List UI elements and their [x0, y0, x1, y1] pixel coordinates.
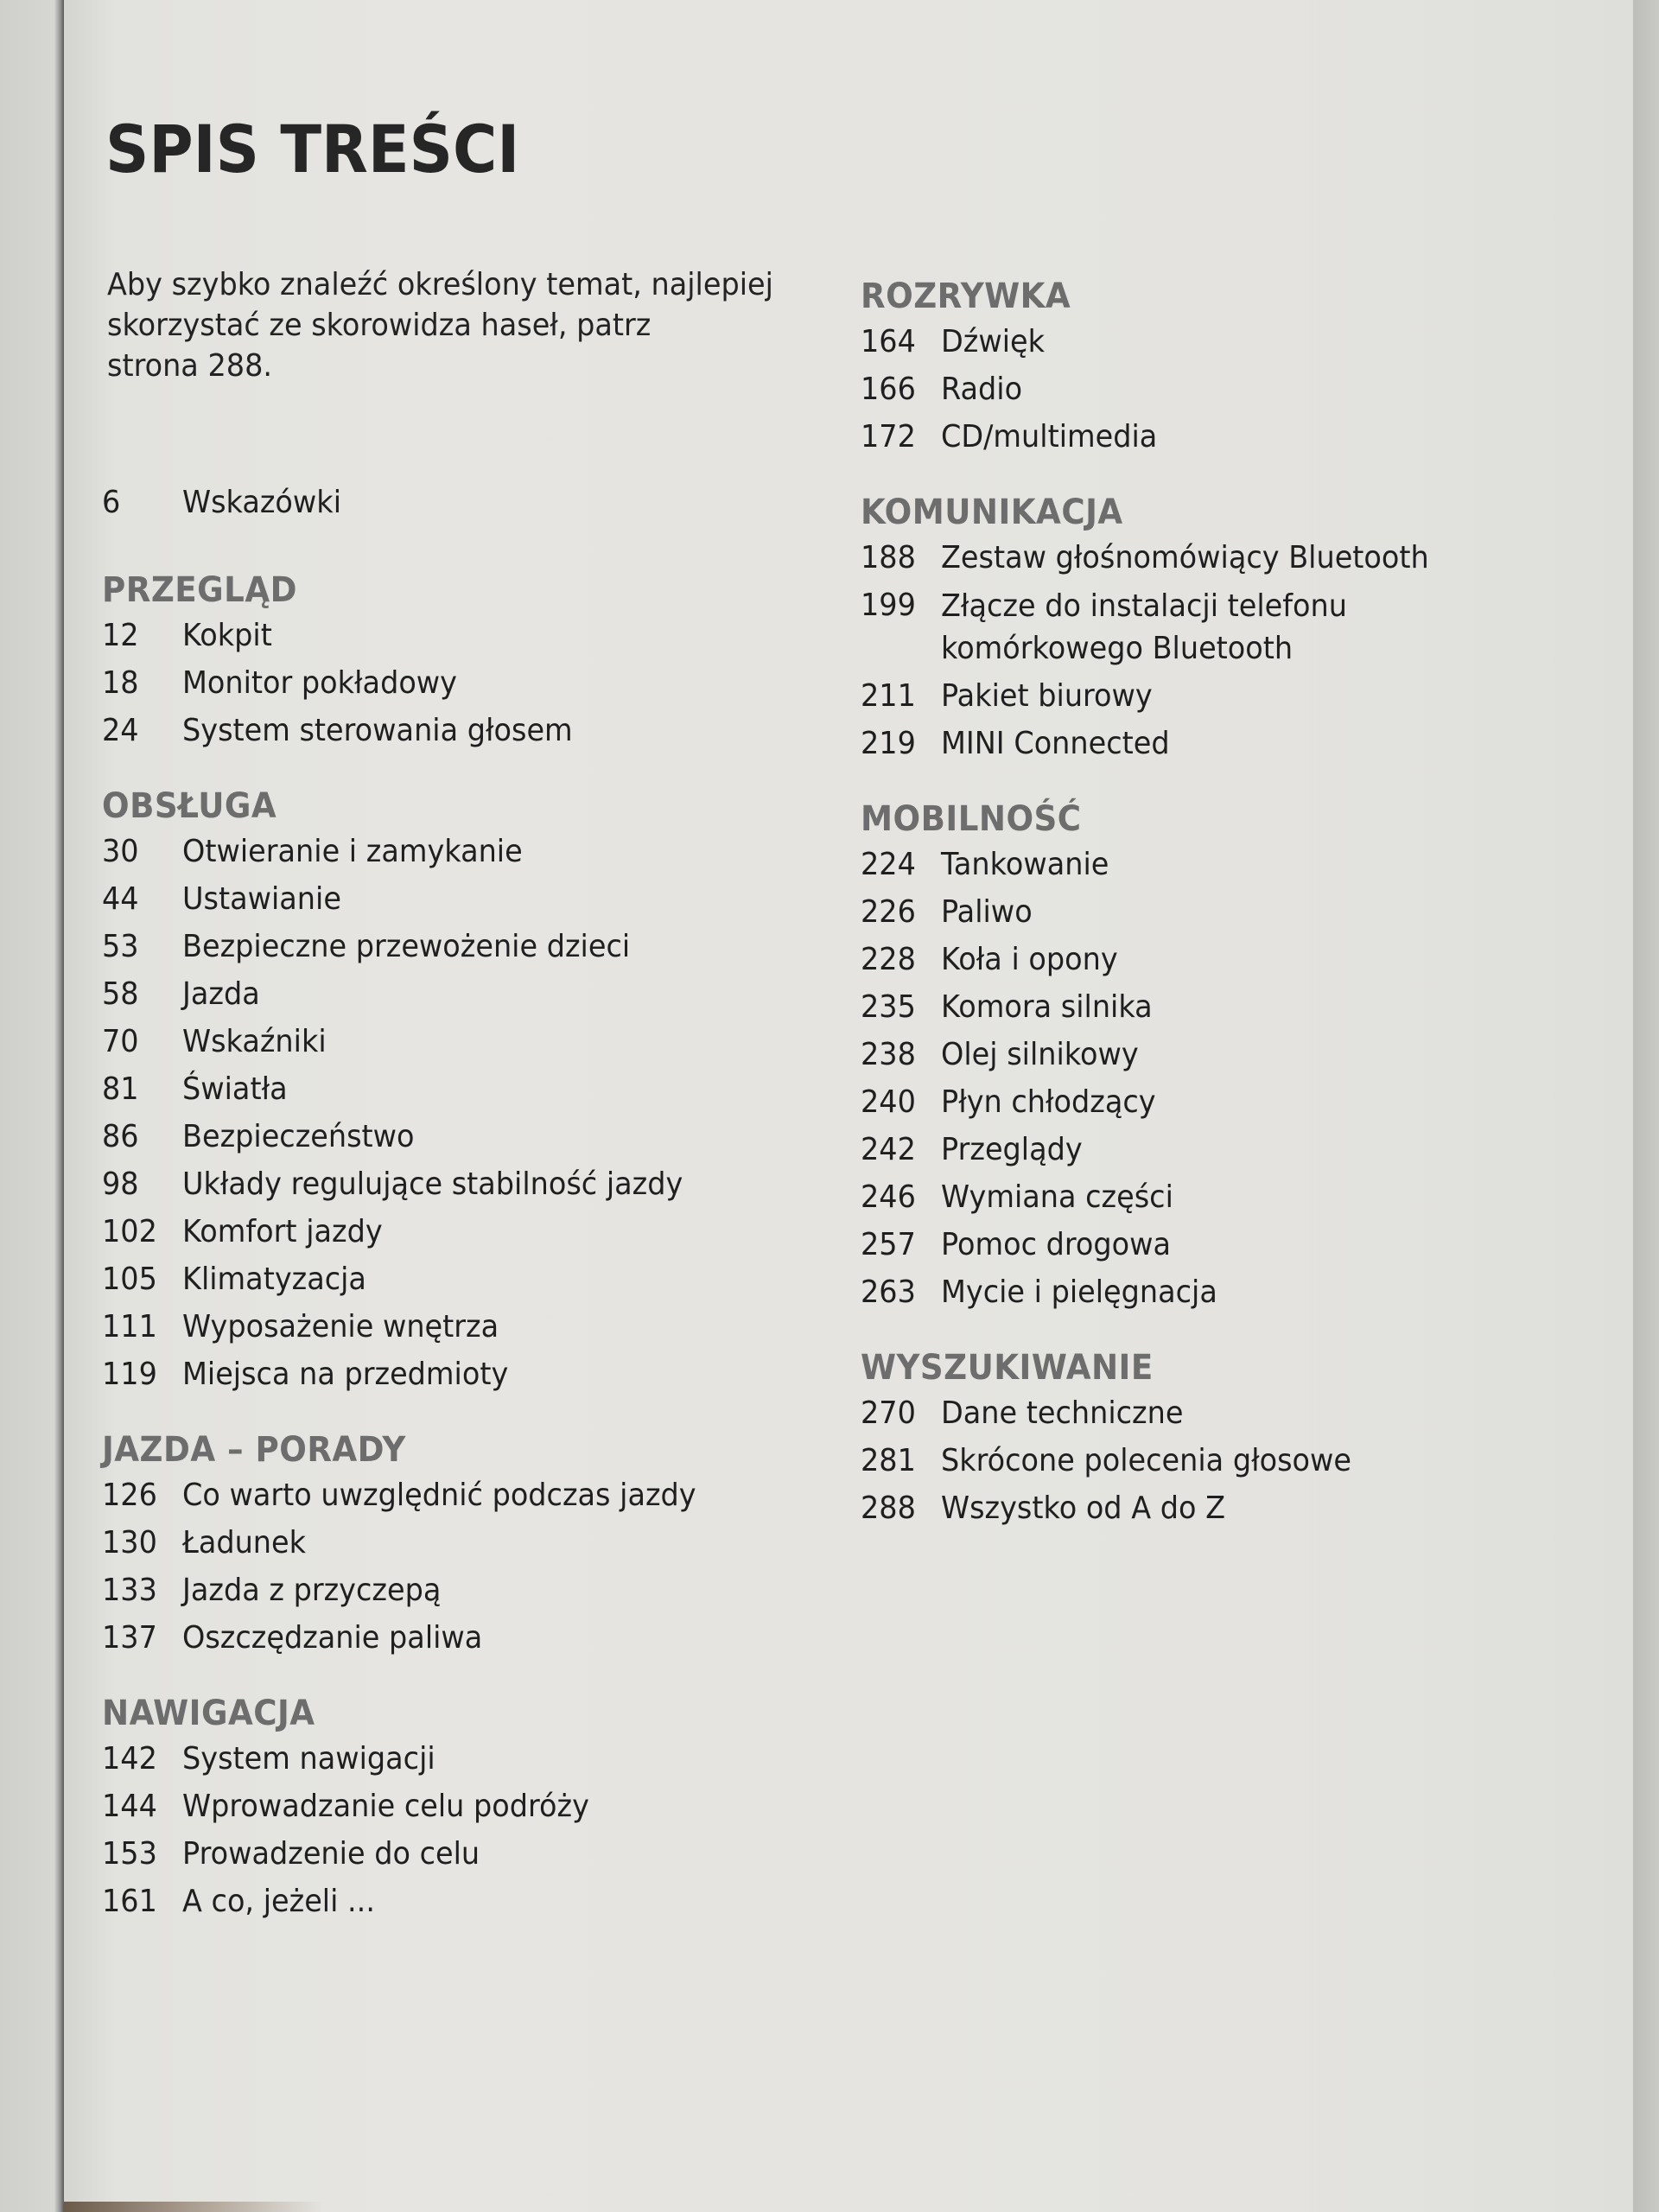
- toc-entry-label: Radio: [941, 372, 1023, 407]
- toc-entry-label: Kokpit: [182, 618, 272, 653]
- toc-page-number: 238: [861, 1037, 916, 1072]
- toc-entry[interactable]: [102, 1618, 745, 1659]
- toc-section-heading: PRZEGLĄD: [102, 570, 297, 610]
- toc-entry[interactable]: [102, 1164, 745, 1205]
- toc-page-number: 102: [102, 1214, 157, 1249]
- toc-entry[interactable]: [861, 1393, 1503, 1434]
- toc-entry-label: Koła i opony: [941, 942, 1118, 977]
- toc-page-number: 126: [102, 1478, 157, 1513]
- toc-entry[interactable]: [861, 1034, 1503, 1076]
- toc-right-column: [861, 275, 1503, 1535]
- toc-entry[interactable]: [861, 892, 1503, 933]
- toc-entry-label: Olej silnikowy: [941, 1037, 1139, 1072]
- toc-entry[interactable]: [861, 939, 1503, 981]
- toc-entry-label: CD/multimedia: [941, 419, 1158, 454]
- toc-section-heading: OBSŁUGA: [102, 786, 277, 826]
- toc-entry-label: Światła: [182, 1071, 288, 1107]
- underlying-page-edge: [0, 0, 64, 2212]
- toc-entry-label: Wyposażenie wnętrza: [182, 1309, 499, 1344]
- toc-entry-label: Skrócone polecenia głosowe: [941, 1443, 1351, 1478]
- toc-page-number: 211: [861, 678, 916, 714]
- toc-page-number: 263: [861, 1274, 916, 1310]
- toc-entry-label: Pakiet biurowy: [941, 678, 1153, 714]
- toc-entry-label: Jazda z przyczepą: [182, 1573, 442, 1608]
- toc-section: [861, 1346, 1503, 1529]
- toc-section: [861, 491, 1503, 765]
- toc-entry-label: Monitor pokładowy: [182, 665, 458, 701]
- toc-entry[interactable]: [861, 1272, 1503, 1313]
- toc-left-sections: [102, 569, 745, 1923]
- toc-entry-label: Wymiana części: [941, 1179, 1173, 1215]
- toc-entry[interactable]: [102, 1522, 745, 1564]
- toc-entry[interactable]: [102, 1475, 745, 1516]
- toc-page-number: 242: [861, 1132, 916, 1167]
- toc-page-number: 281: [861, 1443, 916, 1478]
- toc-entry[interactable]: [102, 1738, 745, 1780]
- toc-section-heading: JAZDA – PORADY: [102, 1430, 406, 1470]
- toc-entry-label: System sterowania głosem: [182, 713, 573, 748]
- toc-section-heading: NAWIGACJA: [102, 1694, 315, 1733]
- toc-entry-label: Pomoc drogowa: [941, 1227, 1172, 1262]
- toc-entry[interactable]: [861, 1177, 1503, 1218]
- toc-entry-label: Ładunek: [182, 1525, 307, 1560]
- toc-entry[interactable]: [861, 1440, 1503, 1482]
- toc-section-heading: MOBILNOŚĆ: [861, 799, 1082, 839]
- toc-entry[interactable]: [861, 585, 1503, 670]
- toc-entry-label: Miejsca na przedmioty: [182, 1357, 509, 1392]
- toc-entry[interactable]: [102, 663, 745, 704]
- toc-page-number: 111: [102, 1309, 157, 1344]
- toc-page-number: 58: [102, 976, 139, 1012]
- toc-entry-label: Dane techniczne: [941, 1395, 1184, 1431]
- toc-entry-label: Jazda: [182, 976, 260, 1012]
- toc-entry-label: MINI Connected: [941, 726, 1170, 761]
- toc-entry[interactable]: [102, 1116, 745, 1158]
- toc-entry[interactable]: [102, 1570, 745, 1611]
- toc-page-number: 270: [861, 1395, 916, 1431]
- toc-entry-label: Komfort jazdy: [182, 1214, 383, 1249]
- toc-entry-label: Ustawianie: [182, 881, 341, 917]
- toc-page-number: 119: [102, 1357, 157, 1392]
- toc-section: [102, 569, 745, 752]
- toc-page-number: 257: [861, 1227, 916, 1262]
- toc-section: [861, 798, 1503, 1313]
- toc-entry-label: Przeglądy: [941, 1132, 1083, 1167]
- toc-page-number: 164: [861, 324, 916, 359]
- toc-page-number: 188: [861, 540, 916, 575]
- toc-right-sections: [861, 275, 1503, 1529]
- toc-entry-label: System nawigacji: [182, 1741, 435, 1777]
- toc-page-number: 153: [102, 1836, 157, 1872]
- toc-page-number: 246: [861, 1179, 916, 1215]
- toc-entry[interactable]: [861, 1129, 1503, 1171]
- toc-entry-label: Wskaźniki: [182, 1024, 327, 1059]
- toc-section-heading: ROZRYWKA: [861, 276, 1071, 316]
- toc-entry-label: Bezpieczne przewożenie dzieci: [182, 929, 631, 964]
- toc-page-number: 30: [102, 834, 139, 869]
- toc-entry-label: Otwieranie i zamykanie: [182, 834, 523, 869]
- page-title: SPIS TREŚCI: [105, 111, 520, 188]
- toc-entry[interactable]: [102, 1881, 745, 1923]
- toc-entry-label: Wszystko od A do Z: [941, 1491, 1226, 1526]
- toc-page-number: 144: [102, 1789, 157, 1824]
- toc-entry-label: Komora silnika: [941, 989, 1153, 1025]
- toc-entry-label: Tankowanie: [941, 847, 1109, 882]
- page-right-shadow: [1633, 0, 1659, 2212]
- toc-page-number: 137: [102, 1620, 157, 1656]
- intro-paragraph: Aby szybko znaleźć określony temat, najlepiej skorzystać ze skorowidza haseł, patrz strona 288.: [107, 267, 773, 384]
- toc-entry[interactable]: [102, 615, 745, 657]
- toc-entry[interactable]: [102, 831, 745, 873]
- toc-page-number: 199: [861, 588, 916, 623]
- toc-entry[interactable]: [861, 537, 1503, 579]
- toc-entry-label: Oszczędzanie paliwa: [182, 1620, 483, 1656]
- toc-page-number: 142: [102, 1741, 157, 1777]
- toc-page-number: 172: [861, 419, 916, 454]
- toc-entry[interactable]: [861, 416, 1503, 458]
- toc-entry[interactable]: [102, 1786, 745, 1827]
- toc-entry[interactable]: [861, 1224, 1503, 1266]
- toc-entry-label: Wskazówki: [182, 485, 341, 520]
- toc-section: [102, 1692, 745, 1923]
- toc-entry[interactable]: [102, 879, 745, 920]
- toc-entry[interactable]: [861, 321, 1503, 363]
- toc-entry[interactable]: [861, 987, 1503, 1028]
- toc-entry[interactable]: [102, 974, 745, 1015]
- toc-page-number: 12: [102, 618, 139, 653]
- toc-entry-label: Dźwięk: [941, 324, 1046, 359]
- toc-page-number: 219: [861, 726, 916, 761]
- toc-entry-label: Mycie i pielęgnacja: [941, 1274, 1217, 1310]
- toc-page-number: 24: [102, 713, 139, 748]
- toc-entry-label: Złącze do instalacji telefonu komórkowego Bluetooth: [941, 588, 1347, 666]
- toc-page-number: 161: [102, 1884, 157, 1919]
- toc-entry-label: A co, jeżeli ...: [182, 1884, 375, 1919]
- toc-page-number: 166: [861, 372, 916, 407]
- toc-section: [861, 275, 1503, 458]
- toc-page-number: 6: [102, 485, 121, 520]
- toc-entry[interactable]: [102, 1306, 745, 1348]
- toc-entry[interactable]: [102, 710, 745, 752]
- toc-section-heading: WYSZUKIWANIE: [861, 1348, 1154, 1388]
- toc-page-number: 133: [102, 1573, 157, 1608]
- toc-page-number: 226: [861, 894, 916, 930]
- toc-page-number: 240: [861, 1084, 916, 1120]
- toc-entry-label: Wprowadzanie celu podróży: [182, 1789, 589, 1824]
- page-bottom-edge: [64, 2202, 323, 2212]
- toc-entry-label: Co warto uwzględnić podczas jazdy: [182, 1478, 696, 1513]
- toc-entry-label: Klimatyzacja: [182, 1262, 366, 1297]
- toc-entry-label: Prowadzenie do celu: [182, 1836, 480, 1872]
- toc-entry-label: Paliwo: [941, 894, 1033, 930]
- toc-page-number: 53: [102, 929, 139, 964]
- toc-page-number: 18: [102, 665, 139, 701]
- toc-section: [102, 785, 745, 1395]
- toc-page-number: 288: [861, 1491, 916, 1526]
- toc-section-heading: KOMUNIKACJA: [861, 493, 1123, 532]
- toc-entry[interactable]: [861, 676, 1503, 717]
- toc-entry[interactable]: [102, 1211, 745, 1253]
- toc-left-column: [102, 482, 745, 1929]
- toc-page-number: 105: [102, 1262, 157, 1297]
- toc-page-number: 228: [861, 942, 916, 977]
- toc-entry[interactable]: [861, 1082, 1503, 1123]
- toc-entry[interactable]: [861, 723, 1503, 765]
- toc-entry[interactable]: [861, 369, 1503, 410]
- toc-page-number: 44: [102, 881, 139, 917]
- toc-entry[interactable]: [102, 1021, 745, 1063]
- toc-entry[interactable]: [861, 1488, 1503, 1529]
- toc-page-number: 235: [861, 989, 916, 1025]
- toc-page-number: 70: [102, 1024, 139, 1059]
- toc-entry[interactable]: [102, 1834, 745, 1875]
- toc-entry[interactable]: [102, 1259, 745, 1300]
- toc-entry[interactable]: [861, 844, 1503, 886]
- toc-page-number: 130: [102, 1525, 157, 1560]
- toc-entry[interactable]: [102, 1069, 745, 1110]
- toc-page-number: 224: [861, 847, 916, 882]
- toc-entry[interactable]: [102, 926, 745, 968]
- toc-entry-label: Płyn chłodzący: [941, 1084, 1156, 1120]
- toc-page-number: 98: [102, 1166, 139, 1202]
- toc-entry-label: Zestaw głośnomówiący Bluetooth: [941, 540, 1429, 575]
- toc-entry-standalone[interactable]: [102, 482, 745, 524]
- toc-page-number: 81: [102, 1071, 139, 1107]
- toc-page-number: 86: [102, 1119, 139, 1154]
- toc-entry-label: Układy regulujące stabilność jazdy: [182, 1166, 683, 1202]
- toc-section: [102, 1428, 745, 1659]
- toc-entry-label: Bezpieczeństwo: [182, 1119, 415, 1154]
- toc-entry[interactable]: [102, 1354, 745, 1395]
